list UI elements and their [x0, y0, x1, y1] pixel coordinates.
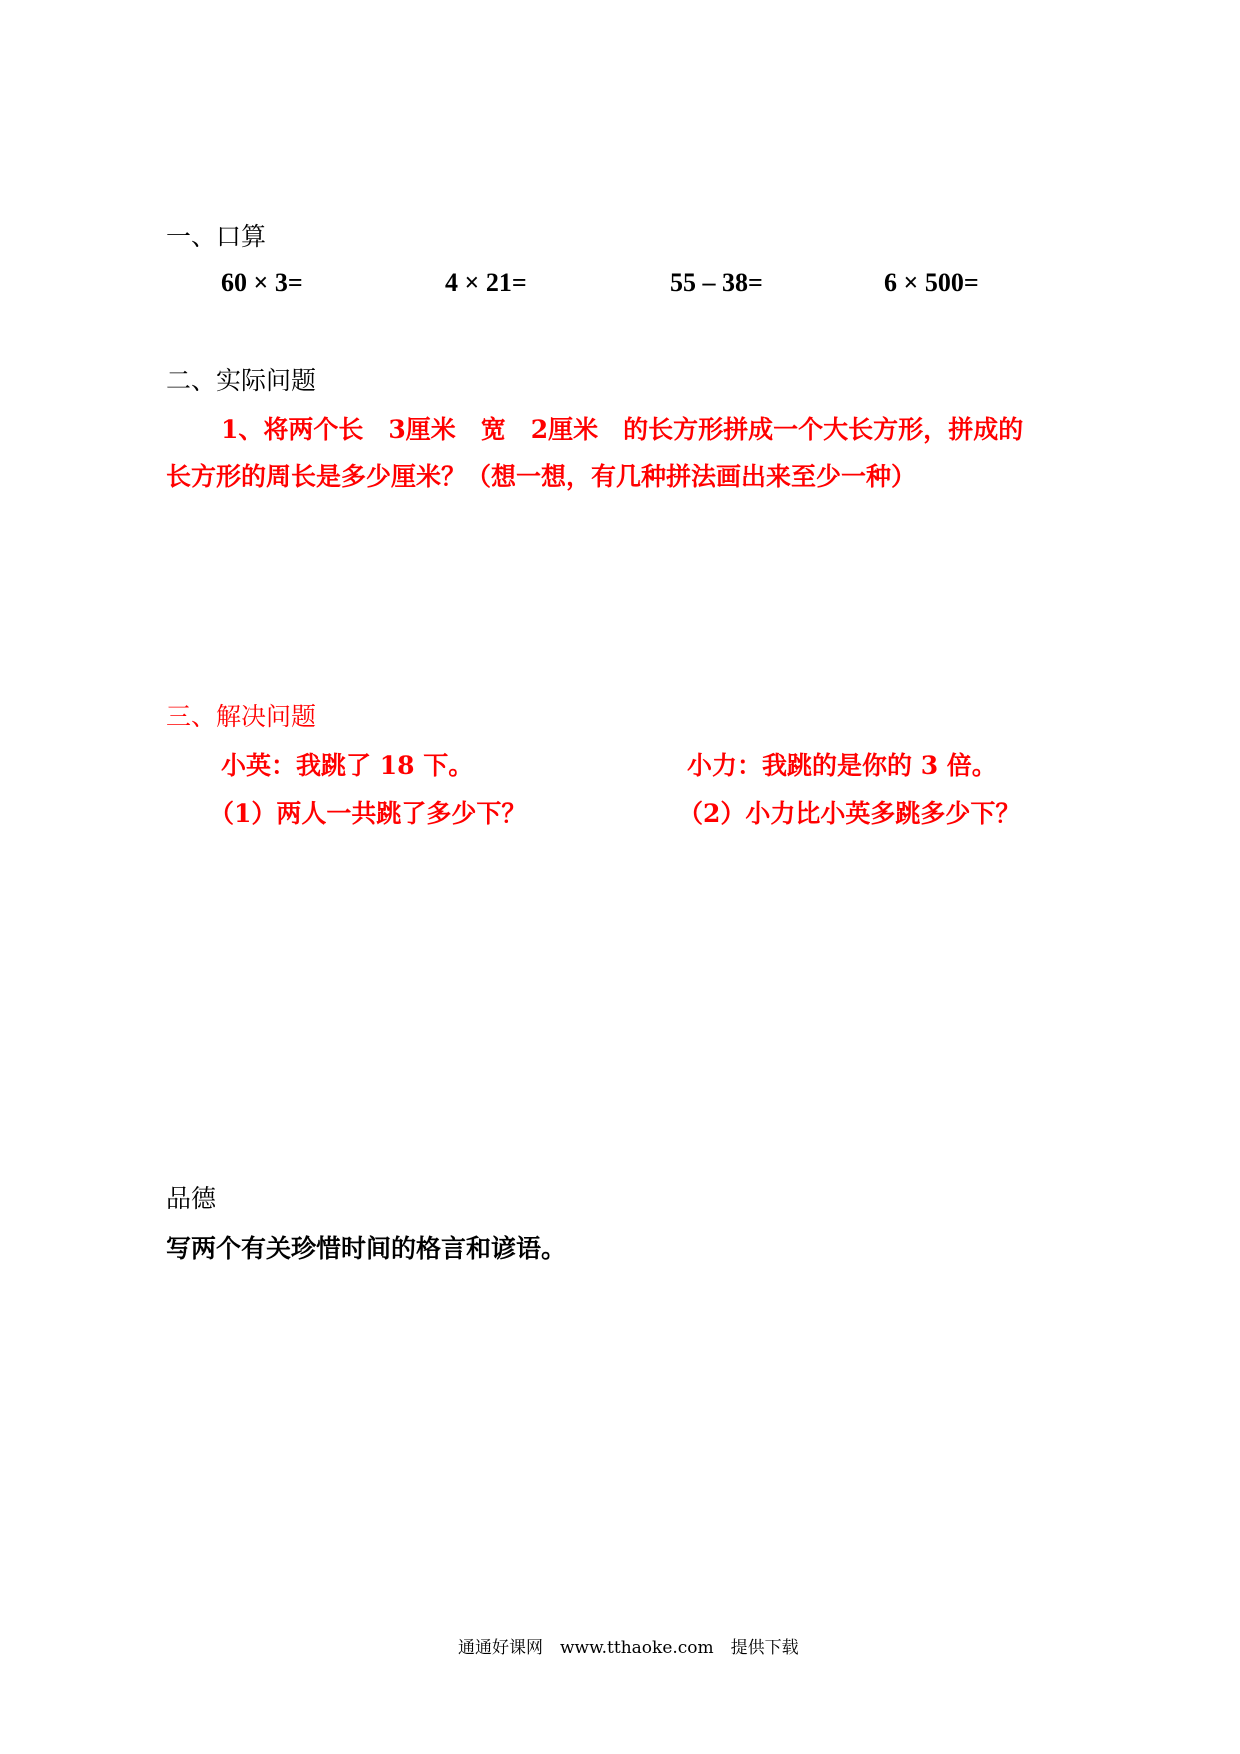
section3-heading: 三、解决问题	[166, 702, 317, 731]
calc-problem-3: 55 – 38=	[670, 268, 763, 297]
xiaoli-statement: 小力：我跳的是你的 3 倍。	[687, 751, 997, 780]
xiaoying-statement: 小英：我跳了 18 下。	[221, 751, 474, 780]
calc-problem-1: 60 × 3=	[221, 268, 303, 297]
question-2: （2）小力比小英多跳多少下？	[678, 799, 1021, 828]
pinde-heading: 品德	[166, 1184, 217, 1213]
section2-problem-line2: 长方形的周长是多少厘米？（想一想，有几种拼法画出来至少一种）	[166, 462, 917, 491]
footer-note: 通通好课网 www.tthaoke.com 提供下载	[458, 1638, 799, 1658]
section1-heading: 一、口算	[166, 222, 267, 251]
section2-heading: 二、实际问题	[166, 366, 317, 395]
section2-problem-line1: 1、将两个长 3厘米 宽 2厘米 的长方形拼成一个大长方形，拼成的	[221, 415, 1024, 444]
calc-problem-2: 4 × 21=	[445, 268, 527, 297]
question-1: （1）两人一共跳了多少下？	[209, 799, 527, 828]
pinde-task: 写两个有关珍惜时间的格言和谚语。	[166, 1234, 567, 1263]
calc-problem-4: 6 × 500=	[884, 268, 979, 297]
